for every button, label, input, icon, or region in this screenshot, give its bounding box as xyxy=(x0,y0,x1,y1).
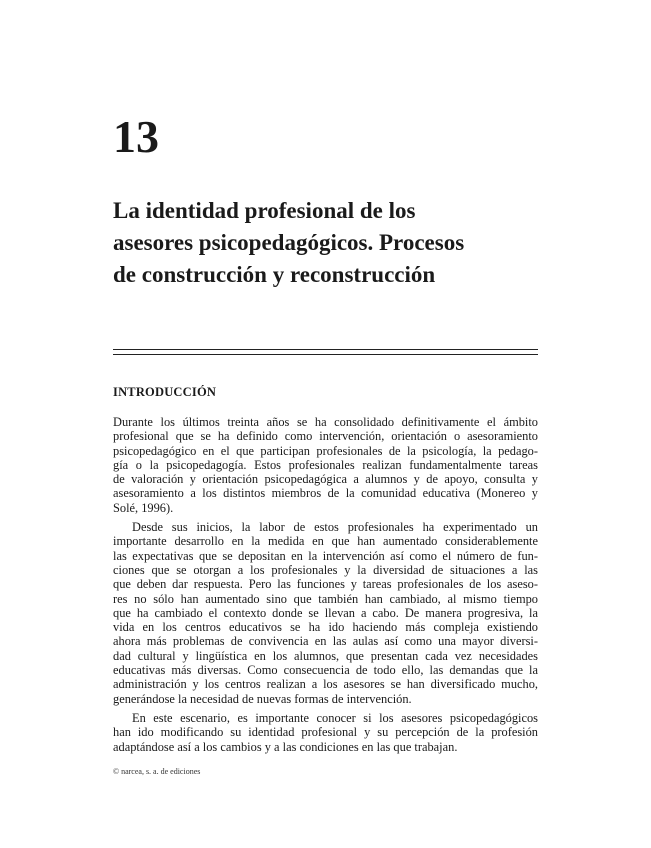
text-line: importante desarrollo en la medida en que han aumentado considerablemente xyxy=(113,534,538,549)
paragraph-1 xyxy=(113,415,538,515)
body-text xyxy=(113,415,538,759)
text-line: res no sólo han aumentado sino que también han cambiado, al mismo tiempo xyxy=(113,591,538,606)
text-line: han ido modificando su identidad profesional y su percepción de la profesión xyxy=(113,725,538,740)
text-line: gía o la psicopedagogía. Estos profesionales realizan fundamentalmente tareas xyxy=(113,457,538,472)
text-line: Solé, 1996). xyxy=(113,500,174,515)
text-line: dad cultural y lingüística en los alumnos, que presentan cada vez necesidades xyxy=(113,648,538,663)
paragraph-2 xyxy=(113,520,538,706)
text-line: psicopedagógico en el que participan profesionales de la psicología, la pedago- xyxy=(113,443,538,458)
chapter-title-line: La identidad profesional de los xyxy=(113,198,416,223)
text-line: que ha cambiado el contexto donde se llevan a cabo. De manera progresiva, la xyxy=(113,605,538,620)
section-heading: INTRODUCCIÓN xyxy=(113,385,217,399)
text-line: administración y los centros realizan a los asesores se han diversificado mucho, xyxy=(113,677,538,692)
text-line: vida en los centros educativos se ha ido haciendo más compleja existiendo xyxy=(113,620,538,635)
chapter-title-line: de construcción y reconstrucción xyxy=(113,262,436,287)
copyright-footer: © narcea, s. a. de ediciones xyxy=(113,767,201,776)
title-divider-top xyxy=(113,349,538,350)
text-line: asesoramiento a los distintos miembros de la comunidad educativa (Monereo y xyxy=(113,486,538,501)
text-line: que deben dar respuesta. Pero las funciones y tareas profesionales de los aseso- xyxy=(113,577,538,592)
text-line: ahora más problemas de convivencia en las aulas así como una mayor diversi- xyxy=(113,634,538,649)
text-line: ciones que se otorgan a los profesionales y la diversidad de situaciones a las xyxy=(113,562,538,577)
text-line: las expectativas que se depositan en la intervención así como el número de fun- xyxy=(113,548,538,563)
chapter-title-line: asesores psicopedagógicos. Procesos xyxy=(113,230,465,255)
text-line: profesional que se ha definido como intervención, orientación o asesoramiento xyxy=(113,429,538,444)
chapter-number: 13 xyxy=(113,111,159,162)
text-line: adaptándose así a los cambios y a las condiciones en las que trabajan. xyxy=(113,739,458,754)
text-line: Desde sus inicios, la labor de estos profesionales ha experimentado un xyxy=(132,520,538,535)
chapter-title xyxy=(113,195,553,291)
text-line: educativas más diversas. Como consecuencia de todo ello, las demandas que la xyxy=(113,663,538,678)
text-line: En este escenario, es importante conocer si los asesores psicopedagógicos xyxy=(132,710,538,725)
title-divider-bottom xyxy=(113,354,538,355)
text-line: Durante los últimos treinta años se ha consolidado definitivamente el ámbito xyxy=(113,415,538,429)
paragraph-3 xyxy=(113,711,538,754)
text-line: generándose la necesidad de nuevas formas de intervención. xyxy=(113,691,412,706)
text-line: de valoración y orientación psicopedagógica a alumnos y de apoyo, consulta y xyxy=(113,472,538,487)
